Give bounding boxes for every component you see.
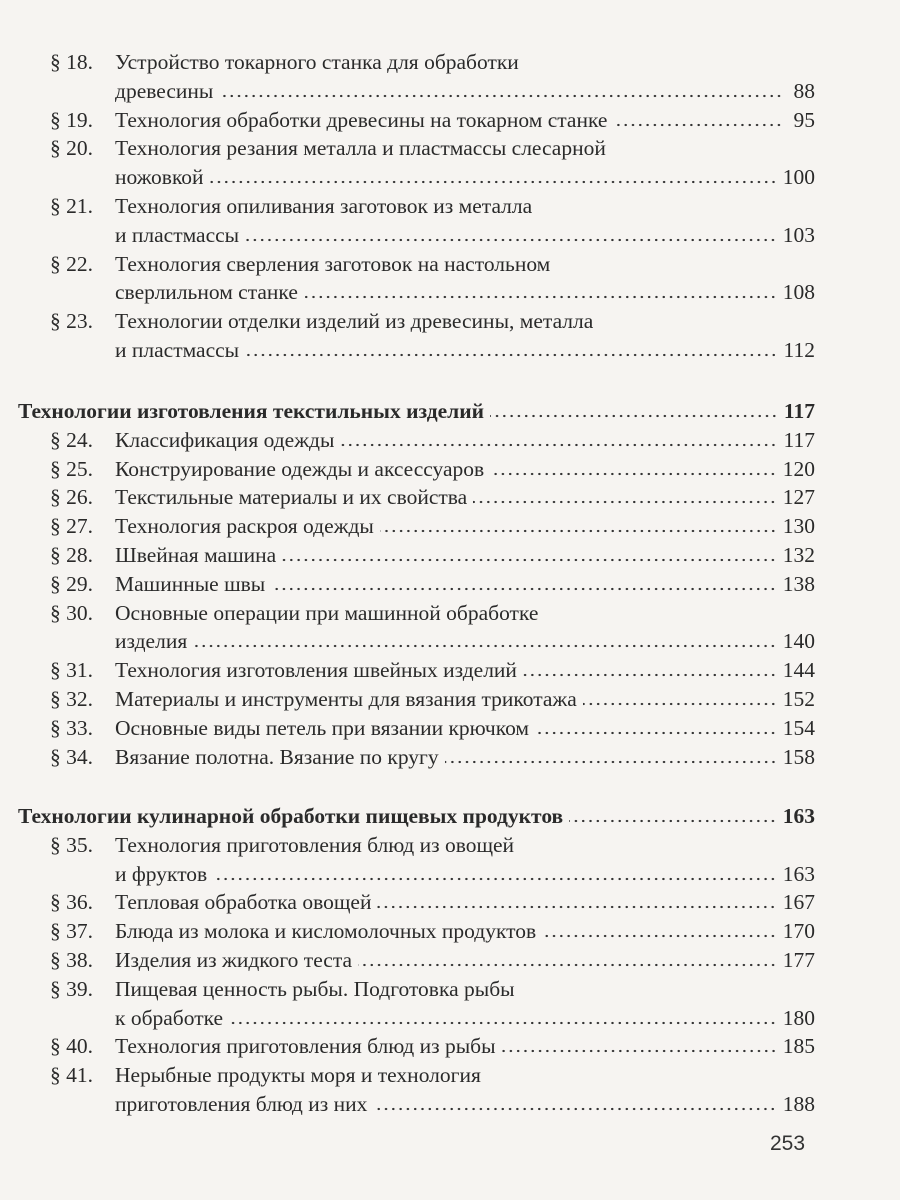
entry-page: 188 (782, 1091, 815, 1116)
toc-entry-continuation[interactable] (18, 1090, 815, 1119)
entry-title: Технология раскроя одежды (115, 514, 374, 539)
entry-number: § 32. (50, 686, 93, 711)
entry-title: Технология приготовления блюд из овощей (115, 832, 515, 857)
entry-page: 130 (782, 514, 815, 539)
dot-leader (535, 731, 777, 735)
entry-page: 138 (782, 571, 815, 596)
toc-entry[interactable] (18, 946, 815, 975)
entry-page: 170 (782, 919, 815, 944)
entry-number: § 31. (50, 658, 93, 683)
dot-leader (245, 353, 777, 357)
entry-page: 180 (782, 1005, 815, 1030)
entry-title: и фруктов (115, 861, 208, 886)
entry-number: § 38. (50, 947, 93, 972)
toc-section-textiles (18, 397, 815, 771)
entry-page: 127 (782, 485, 815, 510)
toc-entry[interactable] (18, 888, 815, 917)
entry-number: § 23. (50, 309, 93, 334)
toc-entry[interactable] (18, 599, 815, 628)
entry-page: 163 (782, 861, 815, 886)
toc-entry[interactable] (18, 743, 815, 772)
toc-entry[interactable] (18, 1061, 815, 1090)
entry-number: § 27. (50, 514, 93, 539)
entry-page: 167 (782, 890, 815, 915)
entry-title: изделия (115, 629, 188, 654)
toc-entry-continuation[interactable] (18, 336, 815, 365)
entry-page: 103 (782, 222, 815, 247)
dot-leader (445, 760, 777, 764)
entry-page: 140 (782, 629, 815, 654)
entry-title: Устройство токарного станка для обработки (115, 50, 519, 74)
toc-entry[interactable] (18, 455, 815, 484)
entry-title: Материалы и инструменты для вязания трикотажа (115, 686, 577, 711)
toc-entry[interactable] (18, 831, 815, 860)
entry-title: ножовкой (115, 165, 204, 190)
entry-number: § 24. (50, 427, 93, 452)
dot-leader (613, 123, 783, 127)
heading-page: 163 (782, 804, 815, 828)
entry-title: Тепловая обработка овощей (115, 890, 372, 915)
entry-title: приготовления блюд из них (115, 1091, 368, 1116)
entry-title: Технология сверления заготовок на настольном (115, 251, 551, 276)
dot-leader (523, 673, 777, 677)
toc-entry-continuation[interactable] (18, 1004, 815, 1033)
dot-leader (282, 558, 777, 562)
toc-entry-continuation[interactable] (18, 278, 815, 307)
entry-number: § 18. (50, 50, 93, 74)
dot-leader (490, 414, 778, 418)
entry-title: Технологии отделки изделий из древесины, металла (115, 309, 594, 334)
entry-page: 100 (782, 165, 815, 190)
toc-entry[interactable] (18, 307, 815, 336)
entry-title: к обработке (115, 1005, 224, 1030)
dot-leader (377, 905, 776, 909)
toc-entry[interactable] (18, 106, 815, 135)
toc-entry[interactable] (18, 570, 815, 599)
entry-number: § 30. (50, 600, 93, 625)
toc-entry-continuation[interactable] (18, 627, 815, 656)
toc-entry[interactable] (18, 192, 815, 221)
entry-number: § 21. (50, 193, 93, 218)
entry-page: 88 (793, 78, 815, 103)
entry-title: Технология обработки древесины на токарном станке (115, 107, 608, 132)
entry-number: § 33. (50, 715, 93, 740)
entry-title: Основные виды петель при вязании крючком (115, 715, 530, 740)
entry-title: Вязание полотна. Вязание по кругу (115, 744, 439, 769)
toc-entry[interactable] (18, 656, 815, 685)
dot-leader (569, 819, 777, 823)
dot-leader (210, 180, 777, 184)
entry-title: сверлильном станке (115, 280, 298, 305)
toc-entry[interactable] (18, 1032, 815, 1061)
entry-page: 95 (793, 107, 815, 132)
dot-leader (219, 94, 783, 98)
toc-entry[interactable] (18, 48, 815, 77)
entry-title: Конструирование одежды и аксессуаров (115, 456, 485, 481)
dot-leader (502, 1049, 777, 1053)
toc-section-woodwork-metalwork (18, 48, 815, 365)
entry-title: Технология изготовления швейных изделий (115, 658, 517, 683)
entry-page: 144 (782, 658, 815, 683)
toc-section-culinary (18, 802, 815, 1119)
dot-leader (542, 934, 777, 938)
dot-leader (380, 529, 777, 533)
entry-title: Швейная машина (115, 542, 277, 567)
heading-title: Технологии кулинарной обработки пищевых продуктов (18, 804, 564, 828)
entry-number: § 34. (50, 744, 93, 769)
toc-entry[interactable] (18, 426, 815, 455)
toc-entry-continuation[interactable] (18, 221, 815, 250)
entry-page: 177 (782, 947, 815, 972)
toc-entry[interactable] (18, 483, 815, 512)
toc-entry[interactable] (18, 512, 815, 541)
entry-page: 158 (782, 744, 815, 769)
dot-leader (473, 500, 777, 504)
entry-title: древесины (115, 78, 214, 103)
dot-leader (304, 295, 777, 299)
dot-leader (245, 238, 777, 242)
toc-entry[interactable] (18, 541, 815, 570)
entry-page: 108 (782, 280, 815, 305)
entry-number: § 39. (50, 976, 93, 1001)
toc-entry[interactable] (18, 250, 815, 279)
entry-page: 154 (782, 715, 815, 740)
toc-entry[interactable] (18, 685, 815, 714)
entry-title: Технология резания металла и пластмассы слесарной (115, 136, 606, 161)
entry-title: Блюда из молока и кисломолочных продуктов (115, 919, 537, 944)
entry-title: Нерыбные продукты моря и технология (115, 1063, 481, 1088)
page-number: 253 (770, 1132, 806, 1155)
toc-entry[interactable] (18, 714, 815, 743)
dot-leader (490, 472, 777, 476)
entry-number: § 37. (50, 919, 93, 944)
entry-number: § 35. (50, 832, 93, 857)
entry-number: § 41. (50, 1063, 93, 1088)
dot-leader (213, 877, 777, 881)
toc-entry[interactable] (18, 134, 815, 163)
entry-title: Машинные швы (115, 571, 266, 596)
entry-number: § 25. (50, 456, 93, 481)
toc-heading[interactable] (18, 802, 815, 831)
entry-title: и пластмассы (115, 222, 240, 247)
dot-leader (583, 702, 777, 706)
entry-page: 120 (782, 456, 815, 481)
heading-page: 117 (783, 399, 815, 423)
entry-title: Пищевая ценность рыбы. Подготовка рыбы (115, 976, 515, 1001)
toc-entry-continuation[interactable] (18, 163, 815, 192)
toc-heading[interactable] (18, 397, 815, 426)
toc-entry-continuation[interactable] (18, 77, 815, 106)
entry-page: 152 (782, 686, 815, 711)
entry-number: § 20. (50, 136, 93, 161)
entry-number: § 36. (50, 890, 93, 915)
entry-title: Классификация одежды (115, 427, 335, 452)
entry-number: § 22. (50, 251, 93, 276)
entry-page: 185 (782, 1034, 815, 1059)
entry-page: 112 (783, 337, 815, 362)
toc-entry[interactable] (18, 917, 815, 946)
dot-leader (271, 587, 777, 591)
entry-number: § 19. (50, 107, 93, 132)
dot-leader (193, 644, 777, 648)
entry-title: Текстильные материалы и их свойства (115, 485, 468, 510)
toc-entry-continuation[interactable] (18, 860, 815, 889)
entry-number: § 40. (50, 1034, 93, 1059)
entry-title: Технология приготовления блюд из рыбы (115, 1034, 496, 1059)
entry-number: § 28. (50, 542, 93, 567)
entry-title: и пластмассы (115, 337, 240, 362)
entry-title: Технология опиливания заготовок из металла (115, 193, 533, 218)
dot-leader (373, 1107, 776, 1111)
dot-leader (340, 443, 777, 447)
dot-leader (229, 1021, 777, 1025)
entry-number: § 29. (50, 571, 93, 596)
dot-leader (358, 963, 777, 967)
entry-title: Изделия из жидкого теста (115, 947, 353, 972)
heading-title: Технологии изготовления текстильных изделий (18, 399, 484, 423)
toc-entry[interactable] (18, 975, 815, 1004)
entry-page: 117 (783, 427, 815, 452)
entry-number: § 26. (50, 485, 93, 510)
entry-title: Основные операции при машинной обработке (115, 600, 539, 625)
entry-page: 132 (782, 542, 815, 567)
